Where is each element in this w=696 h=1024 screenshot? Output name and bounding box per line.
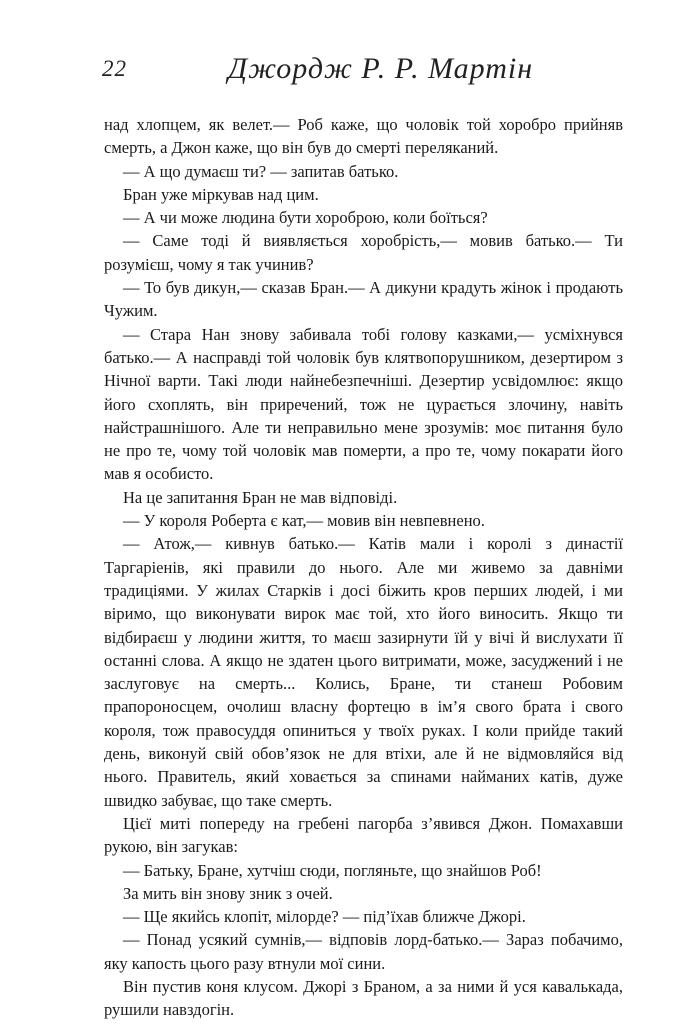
paragraph: — Стара Нан знову забивала тобі голову казками,— усміхнувся батько.— А насправді той чоловік був клятвопорушником, дезертиром з Нічної варти. Такі люди найнебезпечніші. Дезертир усвідомлює: якщо його схоплять, він приречений, тож не цурається злочину, навіть найстрашнішого. Але ти неправильно мене зрозумів: моє питання було не про те, чому той чоловік мав померти, а про те, чому покарати його мав я особисто. <box>104 324 623 484</box>
running-head-author: Джордж Р. Р. Мартін <box>228 52 534 85</box>
body-text <box>104 113 623 1022</box>
paragraph: — А чи може людина бути хороброю, коли боїться? <box>123 208 488 228</box>
paragraph: над хлопцем, як велет.— Роб каже, що чоловік той хоробро прийняв смерть, а Джон каже, що він був до смерті переляканий. <box>104 115 623 158</box>
paragraph: — Понад усякий сумнів,— відповів лорд-батько.— Зараз побачимо, яку капость цього разу втнули мої сини. <box>104 930 623 973</box>
paragraph: Бран уже міркував над цим. <box>123 184 319 204</box>
paragraph: — У короля Роберта є кат,— мовив він невпевнено. <box>123 511 485 531</box>
paragraph: — Атож,— кивнув батько.— Катів мали і королі з династії Таргаріенів, які правили до нього. Але ми живемо за давніми традиціями. У жилах Старків і досі біжить кров перших людей, і ми віримо, що виконувати вирок має той, хто його виносить. Якщо ти відбираєш у людини життя, то маєш зазирнути їй у вічі й вислухати її останні слова. А якщо не здатен цього витримати, може, засуджений і не заслуговує на смерть... Колись, Бране, ти станеш Робовим прапороносцем, очолиш власну фортецю в ім’я свого брата і свого короля, тож правосуддя опиниться у твоїх руках. І коли прийде такий день, виконуй свій обов’язок не для втіхи, але й не відмовляйся від нього. Правитель, який ховається за спинами найманих катів, дуже швидко забуває, що таке смерть. <box>104 534 623 810</box>
paragraph: За мить він знову зник з очей. <box>123 883 333 903</box>
paragraph: На це запитання Бран не мав відповіді. <box>123 487 398 507</box>
paragraph: Він пустив коня клусом. Джорі з Браном, а за ними й уся кавалькада, рушили навздогін. <box>104 976 623 1020</box>
paragraph: Цієї миті попереду на гребені пагорба з’явився Джон. Помахавши рукою, він загукав: <box>104 813 623 857</box>
paragraph: — А що думаєш ти? — запитав батько. <box>123 161 399 181</box>
paragraph: — Батьку, Бране, хутчіш сюди, погляньте, що знайшов Роб! <box>123 860 542 880</box>
paragraph: — Саме тоді й виявляється хоробрість,— мовив батько.— Ти розумієш, чому я так учинив? <box>104 231 623 274</box>
paragraph: — То був дикун,— сказав Бран.— А дикуни крадуть жінок і продають Чужим. <box>104 278 623 321</box>
page-number: 22 <box>102 56 127 81</box>
page-header <box>0 52 696 92</box>
paragraph: — Ще якийсь клопіт, мілорде? — під’їхав ближче Джорі. <box>123 907 526 927</box>
